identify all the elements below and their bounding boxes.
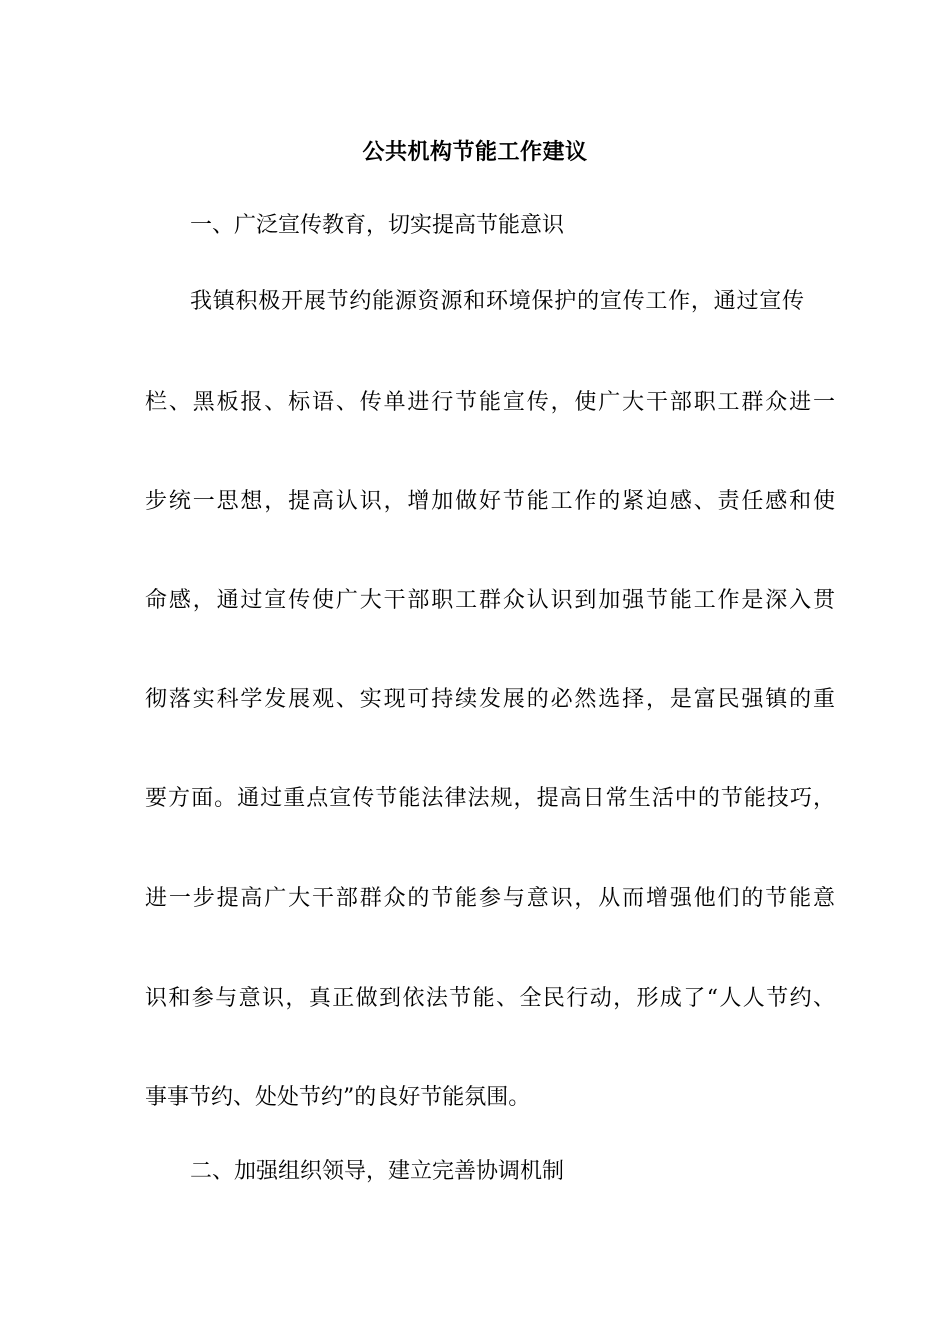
paragraph-line: 进一步提高广大干部群众的节能参与意识，从而增强他们的节能意 bbox=[145, 886, 835, 911]
paragraph-line: 我镇积极开展节约能源资源和环境保护的宣传工作，通过宣传 bbox=[190, 289, 804, 314]
paragraph-line: 事事节约、处处节约”的良好节能氛围。 bbox=[145, 1085, 531, 1110]
paragraph-line: 步统一思想，提高认识，增加做好节能工作的紧迫感、责任感和使 bbox=[145, 489, 835, 514]
paragraph-line: 栏、黑板报、标语、传单进行节能宣传，使广大干部职工群众进一 bbox=[145, 390, 835, 415]
paragraph-line: 要方面。通过重点宣传节能法律法规，提高日常生活中的节能技巧， bbox=[145, 786, 835, 811]
paragraph-line: 彻落实科学发展观、实现可持续发展的必然选择，是富民强镇的重 bbox=[145, 687, 835, 712]
paragraph-line: 识和参与意识，真正做到依法节能、全民行动，形成了“人人节约、 bbox=[145, 986, 835, 1011]
paragraph-line: 命感，通过宣传使广大干部职工群众认识到加强节能工作是深入贯 bbox=[145, 588, 835, 613]
document-title: 公共机构节能工作建议 bbox=[362, 139, 588, 165]
section-heading-1: 一、广泛宣传教育，切实提高节能意识 bbox=[190, 213, 565, 238]
section-heading-2: 二、加强组织领导，建立完善协调机制 bbox=[190, 1159, 565, 1184]
